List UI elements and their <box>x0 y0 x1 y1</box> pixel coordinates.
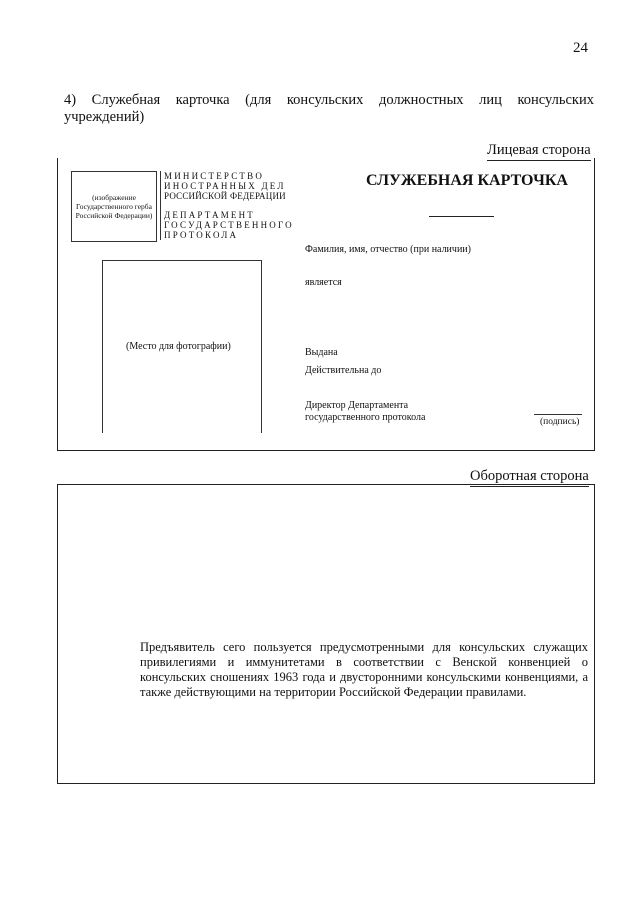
title-underline <box>429 216 494 217</box>
ministry-block <box>160 171 294 240</box>
page-number: 24 <box>573 40 588 56</box>
issued-label: Выдана <box>305 347 338 358</box>
card-back-frame <box>57 484 595 784</box>
department-line-2: ГОСУДАРСТВЕННОГО <box>164 220 294 230</box>
front-side-label: Лицевая сторона <box>487 142 591 161</box>
director-line-1: Директор Департамента <box>305 400 409 411</box>
section-heading: 4) Служебная карточка (для консульских должностных лиц консульских учреждений) <box>64 92 594 125</box>
ministry-line-3: РОССИЙСКОЙ ФЕДЕРАЦИИ <box>164 191 286 201</box>
is-label: является <box>305 277 342 288</box>
card-title: СЛУЖЕБНАЯ КАРТОЧКА <box>366 172 568 189</box>
back-side-label: Оборотная сторона <box>470 468 589 487</box>
department-line-1: ДЕПАРТАМЕНТ <box>164 210 255 220</box>
signature-line <box>534 414 582 415</box>
emblem-placeholder-text: (изображение Государственного герба Российской Федерации) <box>75 193 153 220</box>
photo-placeholder-label: (Место для фотографии) <box>126 341 231 352</box>
signature-label: (подпись) <box>540 417 580 427</box>
ministry-line-1: МИНИСТЕРСТВО <box>164 171 265 181</box>
department-line-3: ПРОТОКОЛА <box>164 230 239 240</box>
full-name-label: Фамилия, имя, отчество (при наличии) <box>305 244 471 255</box>
director-line-2: государственного протокола <box>305 412 426 423</box>
ministry-line-2: ИНОСТРАННЫХ ДЕЛ <box>164 181 286 191</box>
emblem-placeholder <box>71 171 157 242</box>
valid-until-label: Действительна до <box>305 365 382 376</box>
back-side-text: Предъявитель сего пользуется предусмотренными для консульских служащих привилегиями и иммунитетами в соответствии с Венской конвенцией о консульских сношениях 1963 года и двусторонними консульскими конвенциями, а также действующими на территории Российской Федерации правилами. <box>140 640 588 699</box>
